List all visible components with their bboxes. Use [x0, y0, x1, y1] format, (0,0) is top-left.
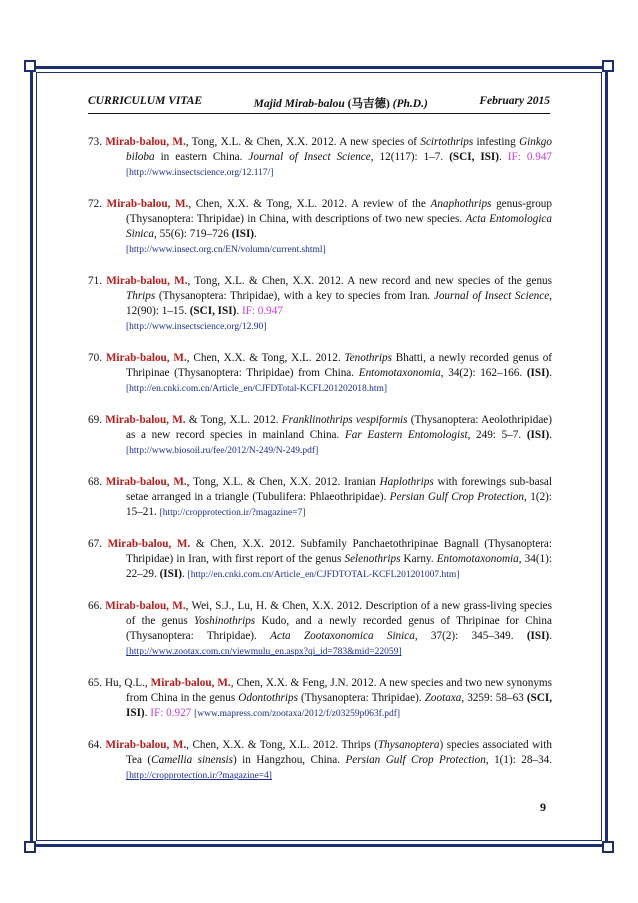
entry-author: Mirab-balou, M.: [150, 677, 231, 690]
entry-text: (Thysanoptera: Thripidae), with a key to species from Iran.: [155, 290, 434, 303]
entry-author: Mirab-balou, M.: [105, 476, 187, 489]
entry-text: & Chen, X.X. 2012. Subfamily Panchaetothripinae Bagnall (Thysanoptera: Thripidae) in Iran, with first report of the genus: [126, 538, 552, 566]
page-number: 9: [540, 800, 546, 814]
entry-url[interactable]: [http://www.insect.org.cn/EN/volumn/current.shtml]: [126, 245, 326, 256]
entry-url[interactable]: [http://www.zootax.com.cn/viewmulu_en.aspx?qi_id=783&mid=22059]: [126, 647, 402, 658]
entry-italic: Selenothrips: [344, 553, 401, 566]
entry-journal: Far Eastern Entomologist: [344, 429, 468, 442]
entry-index: (ISI): [231, 228, 255, 241]
entry-url[interactable]: [http://en.cnki.com.cn/Article_en/CJFDTOTAL-KCFL201201007.htm]: [187, 570, 460, 581]
header-author-name: Majid Mirab-balou: [253, 98, 345, 110]
entry-text: .: [499, 151, 508, 164]
entry-journal: Persian Gulf Crop Protection: [389, 491, 525, 504]
entry-text: in eastern China.: [154, 151, 249, 164]
entry-text: .: [236, 305, 242, 318]
entry-number: 69.: [88, 414, 102, 427]
entry-number: 68.: [88, 476, 102, 489]
entry-italic: Ginkgo biloba: [126, 136, 552, 164]
entry-text: infesting: [473, 136, 520, 149]
entry-italic: Franklinothrips vespiformis: [281, 414, 408, 427]
entry-journal: Journal of Insect Science: [433, 290, 550, 303]
entry-text: ) species associated with Tea (: [126, 739, 552, 767]
entry-number: 73.: [88, 136, 102, 149]
entry-text: genus-group (Thysanoptera: Thripidae) in China, with descriptions of two new species.: [126, 198, 552, 226]
entry-number: 70.: [88, 352, 102, 365]
entry-journal: Entomotaxonomia: [358, 367, 441, 380]
entry-text: , 12(117): 1–7.: [370, 151, 450, 164]
publication-entry: [88, 475, 552, 521]
entry-text: Karny.: [400, 553, 437, 566]
entry-text: Bhatti, a newly recorded genus of Thripinae (Thysanoptera: Thripidae) from China.: [126, 352, 553, 380]
publication-entry: [88, 738, 552, 784]
entry-journal: Acta Entomologica Sinica: [126, 213, 552, 241]
entry-text: , 1(2): 15–21.: [126, 491, 552, 519]
entry-italic: Thrips: [126, 290, 156, 303]
corner-ornament: [602, 60, 614, 72]
header-degree: (Ph.D.): [392, 98, 428, 110]
entry-index: (SCI, ISI): [449, 151, 500, 164]
entry-text: & Tong, X.L. 2012.: [185, 414, 282, 427]
entry-text: .: [144, 707, 151, 720]
entry-url[interactable]: [http://www.insectscience.org/12.117/]: [126, 168, 274, 179]
header-chinese-name: (马吉德): [347, 98, 390, 110]
entry-italic: Scirtothrips: [420, 136, 474, 149]
entry-index: (ISI): [159, 568, 182, 581]
entry-number: 66.: [88, 600, 102, 613]
publication-entry: [88, 197, 552, 258]
publication-entry: [88, 135, 552, 181]
publication-entry: [88, 274, 552, 335]
entry-text: , Tong, X.L. & Chen, X.X. 2012. Iranian: [186, 476, 380, 489]
entry-author: Mirab-balou, M.: [105, 739, 187, 752]
entry-url[interactable]: [http://www.insectscience.org/12.90]: [126, 322, 267, 333]
entry-text: .: [549, 630, 553, 643]
entry-number: 64.: [88, 739, 102, 752]
entry-text: , Chen, X.X. & Tong, X.L. 2012. A review of the: [188, 198, 431, 211]
entry-text: , 34(2): 162–166.: [440, 367, 527, 380]
header-date: February 2015: [479, 95, 550, 107]
entry-number: 72.: [88, 198, 102, 211]
entry-index: (ISI): [526, 367, 550, 380]
entry-text: , Chen, X.X. & Feng, J.N. 2012. A new species and two new synonyms from China in the genus: [126, 677, 552, 705]
entry-author: Mirab-balou, M.: [105, 352, 187, 365]
impact-factor: IF: 0.927: [150, 707, 192, 720]
entry-index: (ISI): [526, 630, 550, 643]
header-author: [254, 95, 428, 111]
entry-author: Mirab-balou, M.: [105, 136, 186, 149]
entry-text: , Wei, S.J., Lu, H. & Chen, X.X. 2012. Description of a new grass-living species of the genus: [126, 600, 553, 628]
entry-text: Kudo, and a newly recorded genus of Thripinae for China (Thysanoptera: Thripidae).: [126, 615, 552, 643]
entry-text: .: [254, 228, 257, 241]
entry-text: .: [549, 429, 553, 442]
entry-author: Mirab-balou, M.: [106, 275, 188, 288]
entry-index: (ISI): [526, 429, 550, 442]
publication-entry: [88, 351, 552, 397]
header-cv-label: CURRICULUM VITAE: [88, 95, 203, 107]
publication-list: [88, 124, 552, 800]
entry-index: (SCI, ISI): [189, 305, 237, 318]
entry-author: Mirab-balou, M.: [105, 600, 186, 613]
entry-text: , 12(90): 1–15.: [126, 290, 553, 318]
entry-text: .: [549, 367, 552, 380]
entry-text: , 34(1): 22–29.: [126, 553, 553, 581]
entry-url[interactable]: [http://cropprotection.ir/?magazine=4]: [126, 771, 272, 782]
entry-text: , 55(6): 719–726: [153, 228, 232, 241]
entry-text: , 249: 5–7.: [467, 429, 527, 442]
entry-url[interactable]: [http://cropprotection.ir/?magazine=7]: [159, 508, 306, 519]
publication-entry: [88, 413, 552, 459]
entry-url[interactable]: [www.mapress.com/zootaxa/2012/f/z03259p063f.pdf]: [194, 709, 401, 720]
entry-text: , Chen, X.X. & Tong, X.L. 2012. Thrips (: [186, 739, 378, 752]
entry-text: , Tong, X.L. & Chen, X.X. 2012. A new record and new species of the genus: [187, 275, 552, 288]
publication-entry: [88, 676, 552, 722]
entry-journal: Journal of Insect Science: [248, 151, 371, 164]
entry-journal: Acta Zootaxonomica Sinica: [270, 630, 415, 643]
publication-entry: [88, 599, 552, 660]
entry-url[interactable]: [http://www.biosoil.ru/fee/2012/N-249/N-249.pdf]: [126, 446, 319, 457]
entry-italic: Tenothrips: [344, 352, 392, 365]
entry-text: , Chen, X.X. & Tong, X.L. 2012.: [186, 352, 345, 365]
entry-text: , 37(2): 345–349.: [414, 630, 527, 643]
entry-text: (Thysanoptera: Thripidae).: [297, 692, 425, 705]
running-header: [88, 95, 550, 114]
impact-factor: IF: 0.947: [507, 151, 553, 164]
entry-number: 65.: [88, 677, 102, 690]
entry-italic: Camellia sinensis: [151, 754, 234, 767]
entry-journal: Persian Gulf Crop Protection: [345, 754, 486, 767]
entry-index: (SCI, ISI): [126, 692, 553, 720]
entry-italic: Odontothrips: [238, 692, 298, 705]
entry-url[interactable]: [http://en.cnki.com.cn/Article_en/CJFDTotal-KCFL201202018.htm]: [126, 384, 388, 395]
entry-italic: Anaphothrips: [430, 198, 492, 211]
entry-text: ) in Hangzhou, China.: [233, 754, 346, 767]
corner-ornament: [24, 841, 36, 853]
entry-journal: Entomotaxonomia: [436, 553, 519, 566]
entry-italic: Haplothrips: [379, 476, 434, 489]
entry-text: , Tong, X.L. & Chen, X.X. 2012. A new species of: [185, 136, 421, 149]
publication-entry: [88, 537, 552, 583]
entry-text: with forewings sub-basal setae arranged in a triangle (Tubulifera: Phlaeothripidae).: [126, 476, 552, 504]
entry-journal: Zootaxa: [424, 692, 462, 705]
entry-number: 71.: [88, 275, 102, 288]
entry-text: Hu, Q.L.,: [101, 677, 151, 690]
corner-ornament: [24, 60, 36, 72]
impact-factor: IF: 0.947: [241, 305, 283, 318]
entry-author: Mirab-balou, M.: [106, 198, 189, 211]
entry-text: , 1(1): 28–34.: [485, 754, 553, 767]
entry-author: Mirab-balou, M.: [105, 414, 186, 427]
entry-italic: Thysanoptera: [377, 739, 440, 752]
entry-author: Mirab-balou, M.: [107, 538, 191, 551]
corner-ornament: [602, 841, 614, 853]
entry-text: .: [181, 568, 188, 581]
entry-italic: Yoshinothrips: [194, 615, 256, 628]
entry-text: (Thysanoptera: Aeolothripidae) as a new record species in mainland China.: [126, 414, 552, 442]
entry-text: , 3259: 58–63: [461, 692, 527, 705]
entry-number: 67.: [88, 538, 102, 551]
